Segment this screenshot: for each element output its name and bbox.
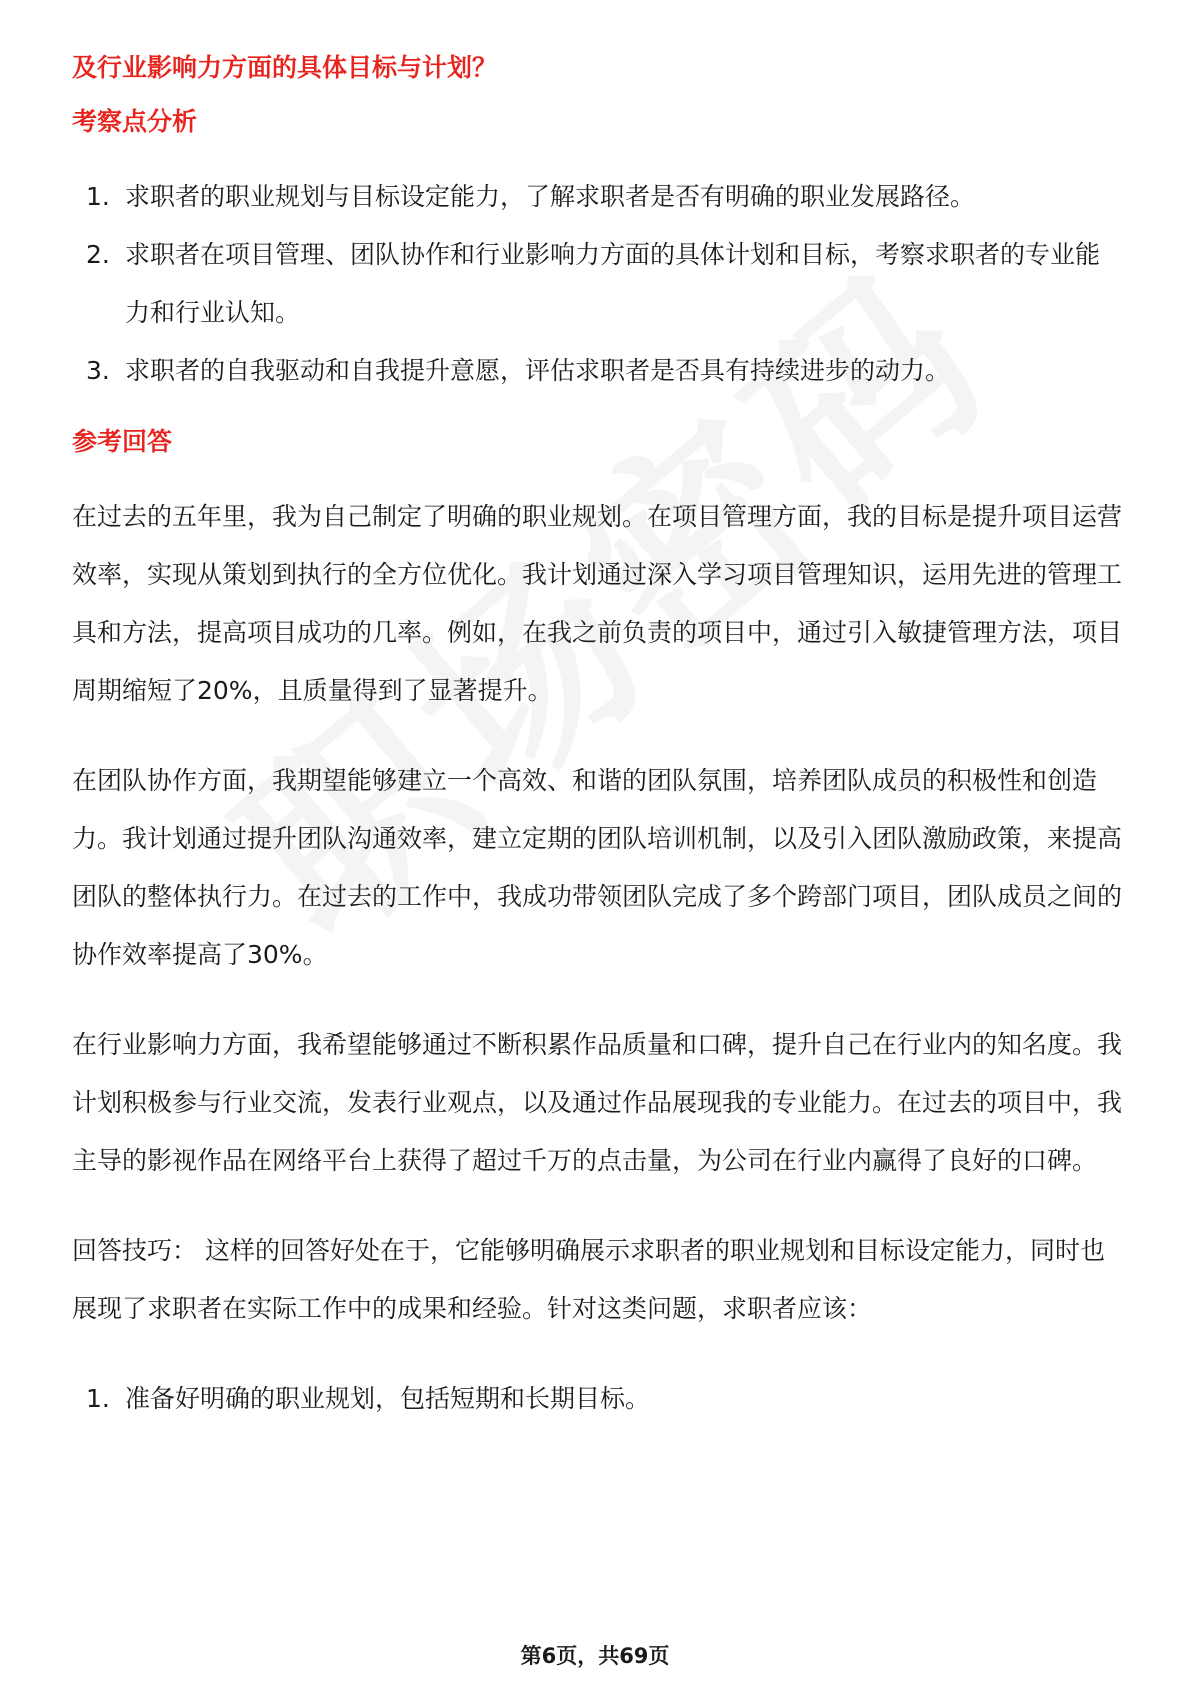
list-item-text: 准备好明确的职业规划，包括短期和长期目标。 bbox=[125, 1384, 651, 1413]
tips-list bbox=[72, 1370, 1122, 1428]
analysis-list bbox=[72, 168, 1122, 400]
analysis-heading: 考察点分析 bbox=[72, 107, 198, 136]
list-item bbox=[72, 1370, 1122, 1428]
list-item bbox=[72, 342, 1122, 400]
answer-paragraph-team-collaboration: 在团队协作方面，我期望能够建立一个高效、和谐的团队氛围，培养团队成员的积极性和创造力。我计划通过提升团队沟通效率，建立定期的团队培训机制，以及引入团队激励政策，来提高团队的整体执行力。在过去的工作中，我成功带领团队完成了多个跨部门项目，团队成员之间的协作效率提高了30%。 bbox=[72, 766, 1123, 969]
answer-tips-paragraph: 回答技巧： 这样的回答好处在于，它能够明确展示求职者的职业规划和目标设定能力，同时也展现了求职者在实际工作中的成果和经验。针对这类问题，求职者应该： bbox=[72, 1236, 1105, 1323]
list-number: 1. bbox=[86, 182, 110, 211]
list-item bbox=[72, 226, 1122, 342]
list-number: 3. bbox=[86, 356, 110, 385]
page-content bbox=[72, 48, 1122, 1428]
list-number: 2. bbox=[86, 240, 110, 269]
list-item-text: 求职者的职业规划与目标设定能力，了解求职者是否有明确的职业发展路径。 bbox=[125, 182, 976, 211]
page-number-footer: 第6页，共69页 bbox=[520, 1644, 670, 1668]
answer-paragraph-industry-influence: 在行业影响力方面，我希望能够通过不断积累作品质量和口碑，提升自己在行业内的知名度。我计划积极参与行业交流，发表行业观点，以及通过作品展现我的专业能力。在过去的项目中，我主导的影视作品在网络平台上获得了超过千万的点击量，为公司在行业内赢得了良好的口碑。 bbox=[72, 1030, 1123, 1175]
question-heading: 及行业影响力方面的具体目标与计划？ bbox=[72, 53, 498, 82]
answer-paragraph-project-management: 在过去的五年里，我为自己制定了明确的职业规划。在项目管理方面，我的目标是提升项目运营效率，实现从策划到执行的全方位优化。我计划通过深入学习项目管理知识，运用先进的管理工具和方法，提高项目成功的几率。例如，在我之前负责的项目中，通过引入敏捷管理方法，项目周期缩短了20%，且质量得到了显著提升。 bbox=[72, 502, 1123, 705]
list-item-text: 求职者的自我驱动和自我提升意愿，评估求职者是否具有持续进步的动力。 bbox=[125, 356, 951, 385]
list-number: 1. bbox=[86, 1384, 110, 1413]
list-item-text: 求职者在项目管理、团队协作和行业影响力方面的具体计划和目标，考察求职者的专业能力和行业认知。 bbox=[125, 240, 1101, 327]
reference-heading: 参考回答 bbox=[72, 427, 173, 456]
list-item bbox=[72, 168, 1122, 226]
